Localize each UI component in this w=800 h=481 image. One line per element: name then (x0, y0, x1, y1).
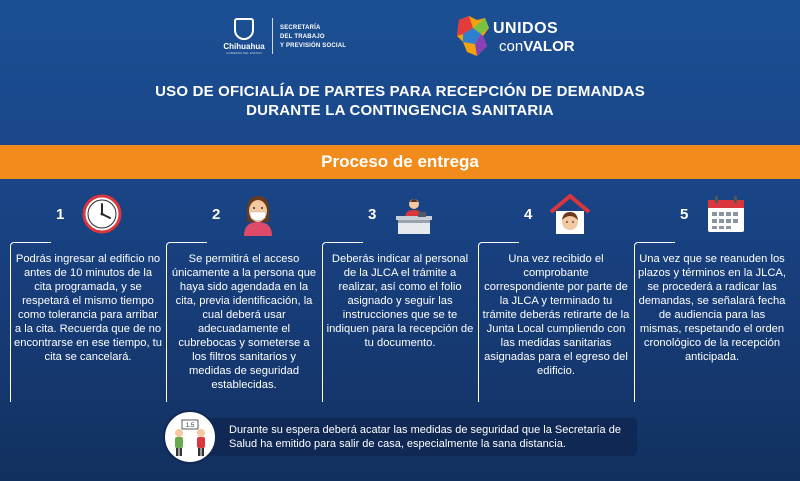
step-5 (634, 186, 794, 401)
step-number: 2 (212, 206, 221, 223)
calendar-icon (704, 192, 748, 236)
step-box (10, 242, 166, 401)
step-number: 5 (680, 206, 689, 223)
secretaria-line: Y PREVISIÓN SOCIAL (280, 43, 347, 49)
safety-notice (163, 410, 637, 464)
secretaria-name (280, 24, 346, 51)
title-line-2: DURANTE LA CONTINGENCIA SANITARIA (246, 102, 554, 119)
step-text: Podrás ingresar al edificio no antes de 10 minutos de la cita programada, y se respetará el mismo tiempo como tolerancia para arribar a la cita. Recuerda que de no encontrarse en ese tiempo, tu cita se cancelará. (14, 253, 163, 363)
house-icon (548, 192, 592, 236)
page-title (0, 82, 800, 120)
logo-divider (272, 18, 273, 54)
unidos-text: UNIDOS (493, 20, 559, 37)
step-text: Una vez recibido el comprobante correspondiente por parte de la JLCA y terminado tu trámite deberás retirarte de la Junta Local cumpliendo con las medidas sanitarias asignadas para el egreso del edificio. (482, 253, 630, 377)
step-box (478, 242, 634, 401)
step-2 (166, 186, 326, 401)
step-number: 1 (56, 206, 65, 223)
step-box (322, 242, 478, 401)
step-text: Se permitirá el acceso únicamente a la persona que haya sido agendada en la cita, previa identificación, la cual deberá usar adecuadamente el cubrebocas y someterse a los filtros sanitarios y medidas de seguridad establecidas. (171, 253, 317, 391)
band-title: Proceso de entrega (321, 152, 479, 171)
distance-sign-text: 1.5 (185, 423, 195, 429)
con-text: con (499, 38, 524, 55)
chihuahua-logo-name: Chihuahua (223, 42, 265, 51)
shield-icon (234, 18, 254, 40)
secretaria-line: SECRETARÍA (280, 25, 321, 31)
woman-with-mask-icon (236, 192, 280, 236)
reception-desk-icon (392, 192, 436, 236)
step-box (166, 242, 322, 401)
state-map-icon (455, 14, 491, 58)
notice-badge (163, 410, 217, 464)
notice-text: Durante su espera deberá acatar las medidas de seguridad que la Secretaría de Salud ha emitido para salir de casa, especialmente la sana distancia. (229, 424, 621, 450)
valor-text: VALOR (523, 38, 575, 55)
title-line-1: USO DE OFICIALÍA DE PARTES PARA RECEPCIÓN DE DEMANDAS (155, 83, 645, 100)
step-3 (322, 186, 482, 401)
header (0, 0, 800, 140)
social-distance-icon (165, 412, 215, 462)
step-text: Una vez que se reanuden los plazos y términos en la JLCA, se procederá a radicar las demandas, se señalará fecha de audiencia para las mismas, respetando el orden cronológico de la recepción anticipada. (638, 253, 786, 363)
chihuahua-logo-subtitle: GOBIERNO DEL ESTADO (226, 51, 262, 55)
step-text: Deberás indicar al personal de la JLCA el trámite a realizar, así como el folio asignado y seguir las instrucciones que se te indiquen para la recepción de tu documento. (326, 253, 474, 349)
step-4 (478, 186, 638, 401)
step-number: 4 (524, 206, 533, 223)
step-number: 3 (368, 206, 377, 223)
clock-icon (80, 192, 124, 236)
con-valor-text (499, 38, 575, 55)
secretaria-line: DEL TRABAJO (280, 34, 325, 40)
step-box (634, 242, 790, 401)
unidos-con-valor-logo (455, 14, 585, 60)
step-1 (10, 186, 170, 401)
chihuahua-logo (222, 18, 266, 55)
